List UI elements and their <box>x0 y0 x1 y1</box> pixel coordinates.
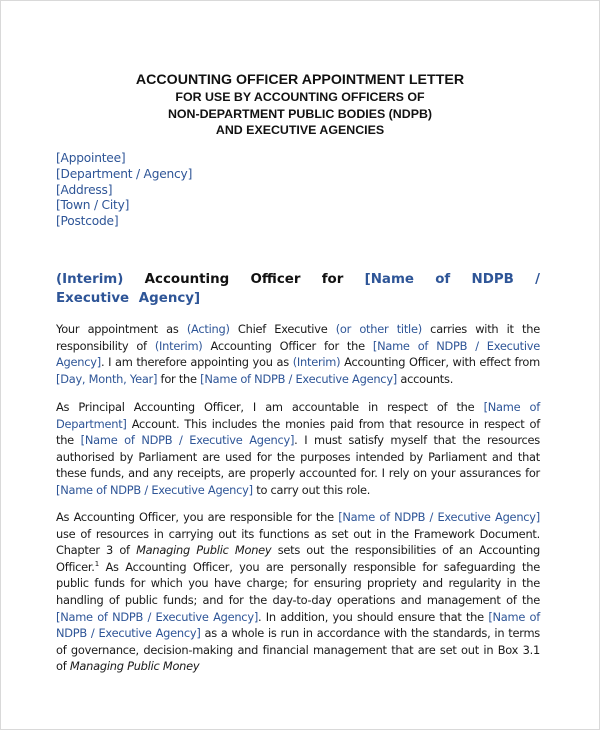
text-run: carries with it the responsibility of <box>56 322 540 353</box>
placeholder-date: [Day, Month, Year] <box>56 371 158 386</box>
address-town: [Town / City] <box>56 198 130 213</box>
paragraph-appointment <box>56 321 540 387</box>
address-postcode: [Postcode] <box>56 214 119 229</box>
letter-title: ACCOUNTING OFFICER APPOINTMENT LETTER <box>135 72 465 88</box>
text-run: As Accounting Officer, you are responsible for the <box>56 510 339 524</box>
letter-subtitle-line-2: NON-DEPARTMENT PUBLIC BODIES (NDPB) <box>167 106 433 121</box>
placeholder-entity: [Name of NDPB / Executive Agency] <box>200 371 398 386</box>
paragraph-principal-accountability <box>56 399 540 499</box>
placeholder-interim: (Interim) <box>292 355 341 370</box>
text-run: As Accounting Officer, you are personally responsible for safeguarding the public funds for which you have charge; for ensuring propriety and regularity in the handling of public funds; and for the day-to-day operations and management of the <box>56 559 540 607</box>
letter-heading <box>56 270 540 308</box>
placeholder-department: [Name of Department] <box>56 400 540 431</box>
letter-subtitle-line-1: FOR USE BY ACCOUNTING OFFICERS OF <box>175 90 425 104</box>
placeholder-entity: [Name of NDPB / Executive Agency] <box>56 338 541 370</box>
placeholder-entity: [Name of NDPB / Executive Agency] <box>56 609 540 641</box>
text-run: . I am therefore appointing you as <box>100 355 293 370</box>
footnote-marker[interactable]: 1 <box>94 559 99 568</box>
placeholder-title: (or other title) <box>335 322 422 336</box>
placeholder-entity: [Name of NDPB / Executive Agency] <box>56 609 259 624</box>
text-run: As Principal Accounting Officer, I am accountable in respect of the <box>56 400 484 414</box>
letter-title-block <box>1 72 599 139</box>
heading-entity-placeholder: [Name of NDPB / Executive Agency] <box>56 272 540 306</box>
text-run: as a whole is run in accordance with the standards, in terms of governance, decision-making and financial management that are set out in Box 3.1 of <box>56 626 540 674</box>
placeholder-entity: [Name of NDPB / Executive Agency] <box>80 433 295 448</box>
address-department: [Department / Agency] <box>56 166 193 181</box>
address-appointee: [Appointee] <box>56 151 126 165</box>
heading-interim-placeholder: (Interim) <box>56 272 124 287</box>
address-street: [Address] <box>56 182 113 197</box>
text-run: Accounting Officer, with effect from <box>340 355 540 370</box>
publication-title: Managing Public Money <box>69 659 200 674</box>
address-block <box>56 151 192 230</box>
text-run: Your appointment as <box>56 322 187 336</box>
publication-title: Managing Public Money <box>136 543 272 558</box>
text-run: to carry out this role. <box>252 482 371 497</box>
placeholder-acting: (Acting) <box>186 322 230 336</box>
placeholder-entity: [Name of NDPB / Executive Agency] <box>56 482 253 497</box>
paragraph-responsibilities <box>56 509 540 675</box>
text-run: accounts. <box>397 371 454 386</box>
heading-text: Accounting Officer for <box>123 272 365 287</box>
placeholder-interim: (Interim) <box>154 338 203 353</box>
text-run: for the <box>157 371 201 386</box>
placeholder-entity: [Name of NDPB / Executive Agency] <box>338 510 540 524</box>
text-run: Accounting Officer for the <box>202 338 373 353</box>
text-run: sets out the responsibilities of an Accounting Officer. <box>56 543 540 574</box>
text-run: Chief Executive <box>229 322 336 336</box>
text-run: use of resources in carrying out its functions as set out in the Framework Document. Chapter 3 of <box>56 526 540 558</box>
text-run: . I must satisfy myself that the resources authorised by Parliament are used for the purposes intended by Parliament and that these funds, and any receipts, are properly accounted for. I rely on your assurances for <box>56 433 540 481</box>
text-run: . In addition, you should ensure that the <box>258 609 489 624</box>
text-run: Account. This includes the monies paid from that resource in respect of the <box>56 416 540 448</box>
letter-subtitle-line-3: AND EXECUTIVE AGENCIES <box>215 123 385 137</box>
